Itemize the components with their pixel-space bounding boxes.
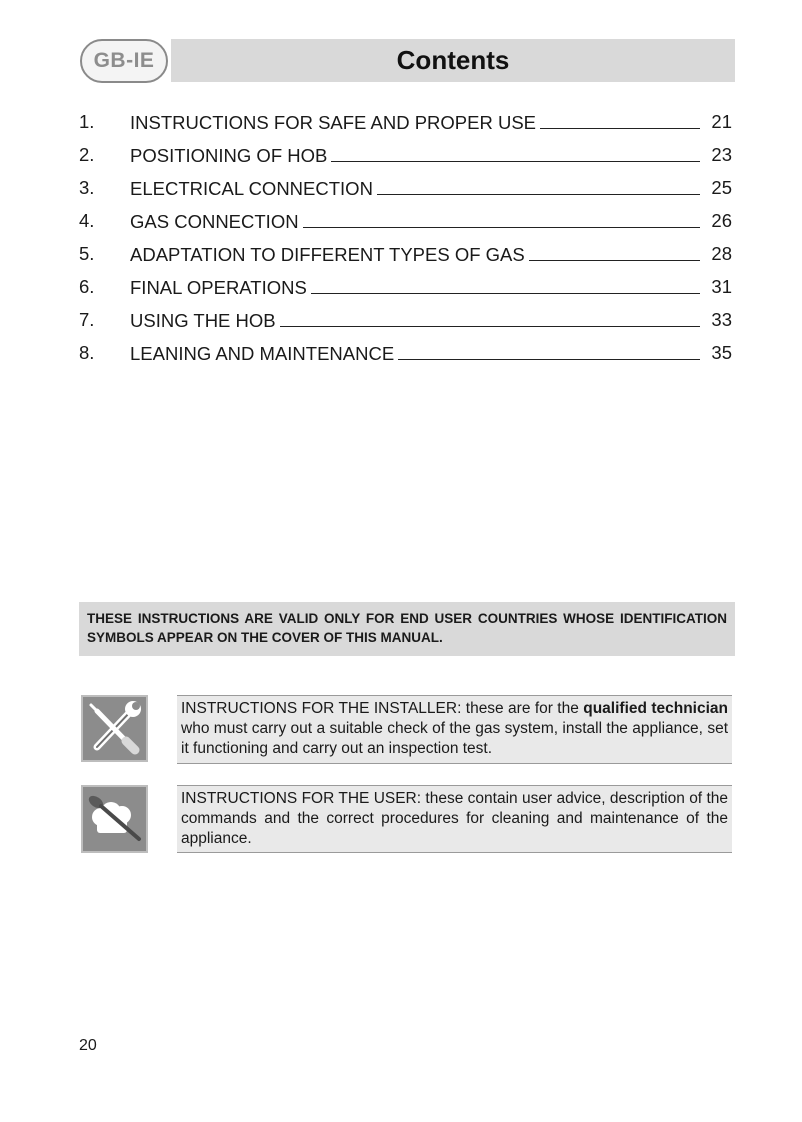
- toc-page-number: 25: [711, 177, 732, 198]
- toc-leader: [311, 273, 700, 294]
- toc-number: 6.: [79, 276, 95, 297]
- toc-number: 4.: [79, 210, 95, 231]
- toc-title: ADAPTATION TO DIFFERENT TYPES OF GAS: [130, 244, 525, 265]
- toc-number: 7.: [79, 309, 95, 330]
- toc-entry[interactable]: [79, 240, 734, 273]
- toc-title: POSITIONING OF HOB: [130, 145, 328, 166]
- toc-entry[interactable]: [79, 207, 734, 240]
- validity-notice: THESE INSTRUCTIONS ARE VALID ONLY FOR END USER COUNTRIES WHOSE IDENTIFICATION SYMBOLS APPEAR ON THE COVER OF THIS MANUAL.: [79, 602, 735, 656]
- toc-page-number: 23: [711, 144, 732, 165]
- toc-page-number: 35: [711, 342, 732, 363]
- toc-leader: [377, 174, 700, 195]
- toc-leader: [540, 108, 700, 129]
- toc-entry[interactable]: [79, 306, 734, 339]
- toc-number: 8.: [79, 342, 95, 363]
- tools-icon: [81, 695, 148, 762]
- toc-entry[interactable]: [79, 141, 734, 174]
- toc-entry[interactable]: [79, 174, 734, 207]
- toc-title: ELECTRICAL CONNECTION: [130, 178, 373, 199]
- toc-title: GAS CONNECTION: [130, 211, 299, 232]
- toc-title: FINAL OPERATIONS: [130, 277, 307, 298]
- toc-leader: [331, 141, 700, 162]
- user-instructions: INSTRUCTIONS FOR THE USER: these contain user advice, description of the commands and the correct procedures for cleaning and maintenance of the appliance.: [177, 785, 732, 853]
- toc-title: USING THE HOB: [130, 310, 276, 331]
- toc-page-number: 26: [711, 210, 732, 231]
- toc-leader: [398, 339, 700, 360]
- toc-page-number: 33: [711, 309, 732, 330]
- table-of-contents: [79, 108, 734, 372]
- page-number: 20: [79, 1037, 97, 1054]
- installer-text-start: INSTRUCTIONS FOR THE INSTALLER: these are for the: [181, 700, 584, 717]
- chef-spoon-icon: [81, 785, 148, 853]
- toc-leader: [529, 240, 700, 261]
- toc-page-number: 21: [711, 111, 732, 132]
- toc-entry[interactable]: [79, 108, 734, 141]
- toc-title: INSTRUCTIONS FOR SAFE AND PROPER USE: [130, 112, 537, 133]
- toc-number: 5.: [79, 243, 95, 264]
- toc-leader: [303, 207, 700, 228]
- toc-number: 3.: [79, 177, 95, 198]
- region-badge: GB-IE: [80, 39, 168, 83]
- page-title: Contents: [171, 39, 735, 82]
- installer-text-bold: qualified technician: [583, 700, 728, 717]
- toc-number: 1.: [79, 111, 95, 132]
- installer-instructions: [177, 695, 732, 764]
- toc-entry[interactable]: [79, 339, 734, 372]
- toc-leader: [280, 306, 700, 327]
- toc-page-number: 28: [711, 243, 732, 264]
- toc-entry[interactable]: [79, 273, 734, 306]
- installer-text-end: who must carry out a suitable check of the gas system, install the appliance, set it functioning and carry out an inspection test.: [181, 720, 728, 757]
- toc-title: LEANING AND MAINTENANCE: [130, 343, 395, 364]
- toc-number: 2.: [79, 144, 95, 165]
- toc-page-number: 31: [711, 276, 732, 297]
